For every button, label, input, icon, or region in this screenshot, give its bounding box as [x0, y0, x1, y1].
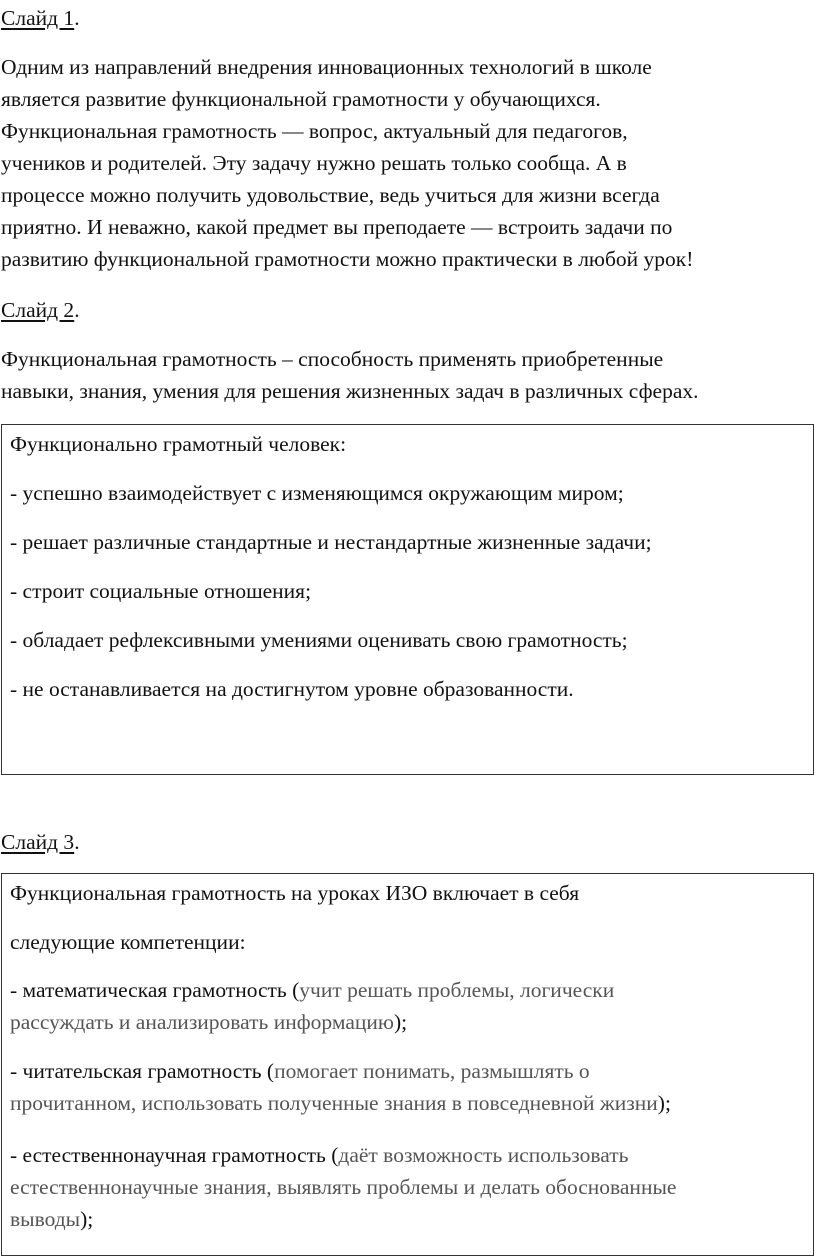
- competency-term: - математическая грамотность (: [10, 978, 300, 1002]
- competency-item: [10, 1139, 676, 1235]
- slide3-heading: [1, 826, 80, 858]
- competency-item: [10, 1055, 671, 1119]
- box-item: - строит социальные отношения;: [10, 579, 312, 603]
- paragraph-line: навыки, знания, умения для решения жизненных задач в различных сферах.: [1, 379, 699, 403]
- slide2-box: [1, 424, 814, 775]
- box-item: - решает различные стандартные и нестандартные жизненные задачи;: [10, 530, 652, 554]
- competency-desc: выводы: [10, 1207, 81, 1231]
- competency-end: );: [80, 1207, 94, 1231]
- slide2-paragraph: [1, 343, 813, 407]
- slide1-label: Слайд 1: [1, 6, 75, 30]
- paragraph-line: учеников и родителей. Эту задачу нужно решать только сообща. А в: [1, 151, 627, 175]
- paragraph-line: Функциональная грамотность – способность применять приобретенные: [1, 347, 664, 371]
- box-item: - успешно взаимодействует с изменяющимся окружающим миром;: [10, 481, 624, 505]
- competency-end: );: [657, 1091, 671, 1115]
- competency-end: );: [393, 1010, 408, 1034]
- competency-desc: прочитанном, использовать полученные знания в повседневной жизни: [10, 1091, 658, 1115]
- competency-desc: учит решать проблемы, логически: [299, 978, 615, 1002]
- slide1-heading: [1, 2, 80, 34]
- paragraph-line: процессе можно получить удовольствие, ведь учиться для жизни всегда: [1, 183, 660, 207]
- box-title-line: Функциональная грамотность на уроках ИЗО включает в себя: [10, 881, 580, 905]
- slide3-label: Слайд 3: [1, 830, 75, 854]
- slide2-heading: [1, 294, 80, 326]
- paragraph-line: Функциональная грамотность — вопрос, актуальный для педагогов,: [1, 119, 628, 143]
- box-item: - обладает рефлексивными умениями оценивать свою грамотность;: [10, 628, 628, 652]
- competency-desc: даёт возможность использовать: [338, 1143, 629, 1167]
- paragraph-line: приятно. И неважно, какой предмет вы преподаете — встроить задачи по: [1, 215, 673, 239]
- box-item: - не останавливается на достигнутом уровне образованности.: [10, 677, 574, 701]
- slide2-punct: .: [74, 298, 80, 322]
- slide2-label: Слайд 2: [1, 298, 75, 322]
- competency-term: - естественнонаучная грамотность (: [10, 1143, 339, 1167]
- competency-desc: естественнонаучные знания, выявлять проблемы и делать обоснованные: [10, 1175, 677, 1199]
- slide1-paragraph: [1, 51, 813, 275]
- paragraph-line: является развитие функциональной грамотности у обучающихся.: [1, 87, 601, 111]
- paragraph-line: развитию функциональной грамотности можно практически в любой урок!: [1, 247, 694, 271]
- box-title: Функционально грамотный человек:: [10, 432, 347, 456]
- paragraph-line: Одним из направлений внедрения инновационных технологий в школе: [1, 55, 652, 79]
- box-title-line: следующие компетенции:: [10, 930, 246, 954]
- slide3-box: [1, 873, 814, 1256]
- competency-desc: помогает понимать, размышлять о: [274, 1059, 590, 1083]
- slide3-punct: .: [74, 830, 80, 854]
- competency-desc: рассуждать и анализировать информацию: [10, 1010, 394, 1034]
- competency-term: - читательская грамотность (: [10, 1059, 275, 1083]
- slide1-punct: .: [74, 6, 80, 30]
- competency-item: [10, 974, 614, 1038]
